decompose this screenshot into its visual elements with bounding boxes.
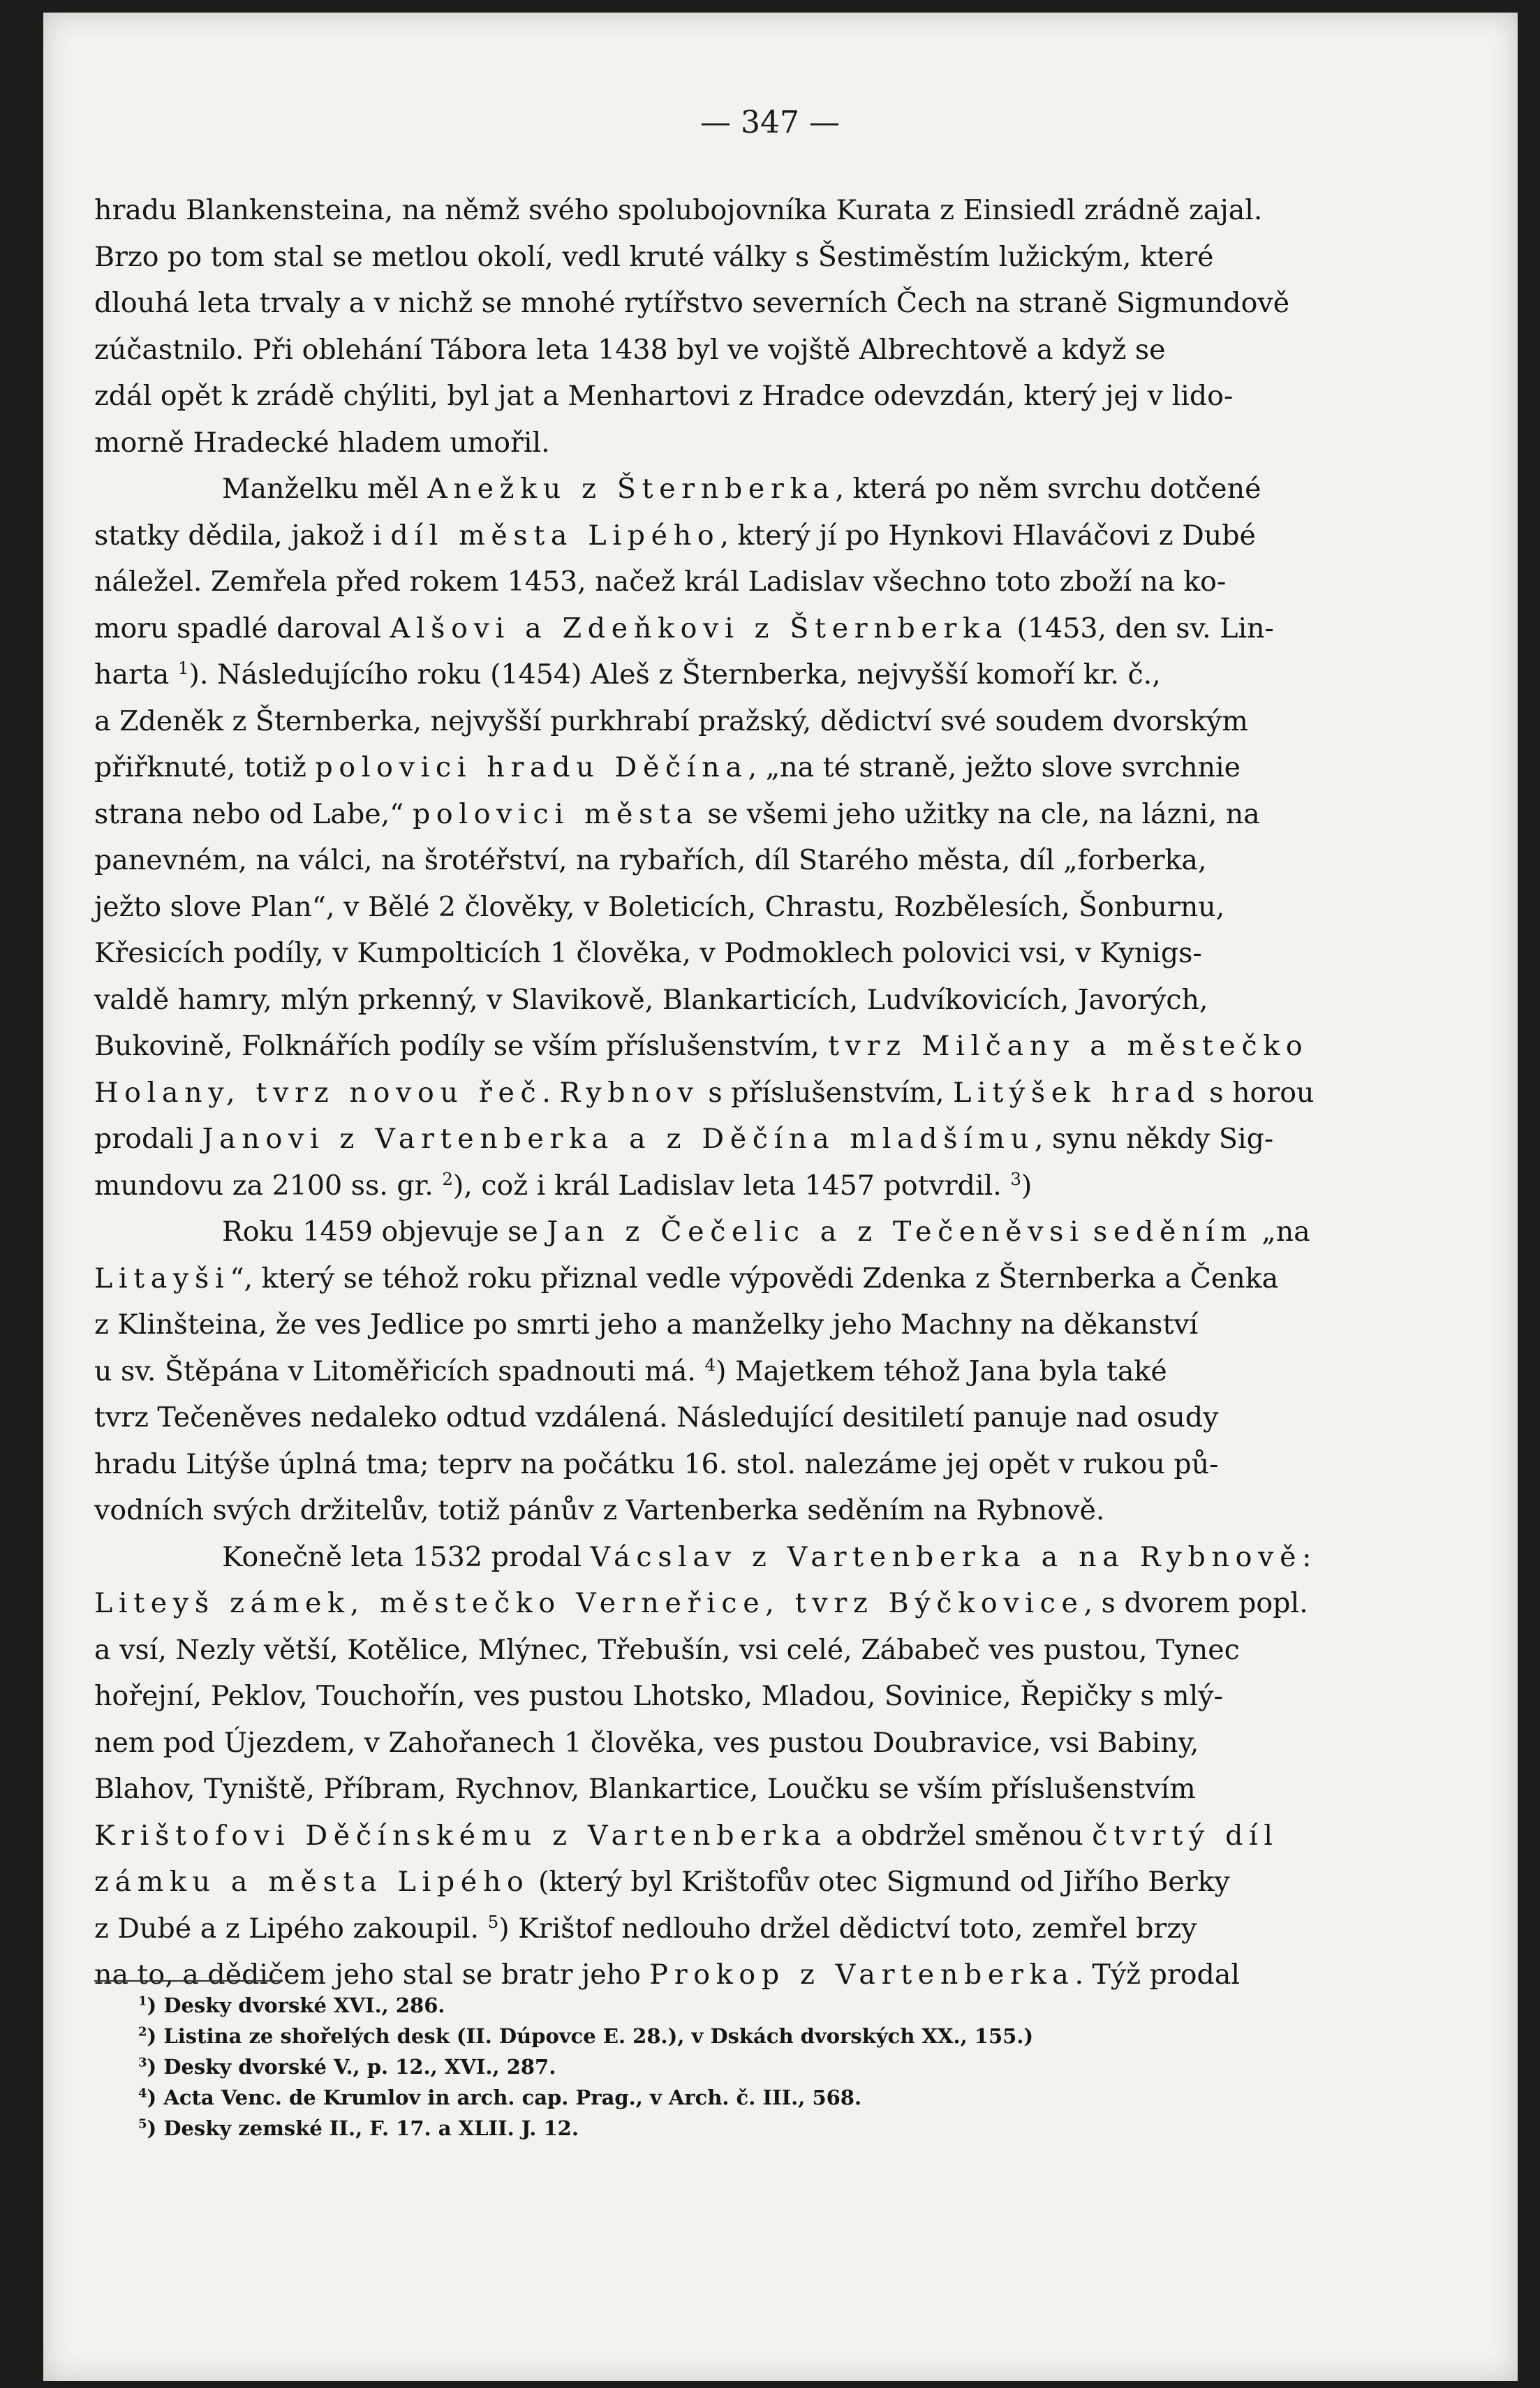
text-run: Křesicích podíly, v Kumpolticích 1 člověka, v Podmoklech polovici vsi, v Kynigs- — [94, 937, 1202, 969]
text-run: (1453, den sv. Lin- — [1007, 612, 1274, 644]
text-run: s horou — [1200, 1076, 1315, 1109]
footnote-ref: 3 — [1010, 1168, 1021, 1189]
text-run: tvrz Tečeněves nedaleko odtud vzdálená. Následující desitiletí panuje nad osudy — [94, 1401, 1219, 1433]
text-run: „na — [1252, 1216, 1310, 1248]
paragraph — [94, 187, 1372, 466]
text-run: Manželku měl — [222, 473, 428, 505]
text-run: , „na té straně, ježto slove svrchnie — [748, 751, 1241, 783]
footnote — [138, 2082, 1325, 2113]
footnote — [138, 2021, 1325, 2051]
text-run: , synu někdy Sig- — [1034, 1123, 1274, 1155]
spaced-name: Krištofovi Děčínskému z Vartenberka — [94, 1819, 827, 1852]
text-run: , s dvorem popl. — [1083, 1587, 1308, 1619]
footnote-text: ) Acta Venc. de Krumlov in arch. cap. Prag., v Arch. č. III., 568. — [147, 2086, 862, 2109]
text-run: Brzo po tom stal se metlou okolí, vedl kruté války s Šestiměstím lužickým, které — [94, 240, 1214, 273]
spaced-name: Anežku z Šternberka — [427, 473, 836, 505]
spaced-name: Jan z Čečelic a z Tečeněvsi — [547, 1216, 1085, 1248]
spaced-name: Janovi z Vartenberka a z Děčína mladšímu — [202, 1123, 1035, 1155]
text-run: z Klinšteina, že ves Jedlice po smrti jeho a manželky jeho Machny na děkanství — [94, 1309, 1199, 1341]
footnote-mark: 5 — [138, 2116, 147, 2132]
text-run: vodních svých držitelův, totiž pánův z Vartenberka seděním na Rybnově. — [94, 1494, 1105, 1526]
footnote-ref: 1 — [177, 657, 189, 678]
text-run: Bukovině, Folknářích podíly se vším příslušenstvím, — [94, 1030, 829, 1062]
text-run: náležel. Zemřela před rokem 1453, načež král Ladislav všechno toto zboží na ko- — [94, 566, 1227, 598]
paragraph — [94, 1534, 1372, 1998]
text-run: strana nebo od Labe,“ — [94, 797, 413, 830]
text-run: . — [542, 1076, 560, 1109]
text-run: , která po něm svrchu dotčené — [835, 473, 1261, 505]
text-run: moru spadlé daroval — [94, 612, 390, 644]
footnote-text: ) Desky zemské II., F. 17. a XLII. J. 12. — [147, 2116, 579, 2140]
text-run: panevném, na válci, na šrotéřství, na rybařích, díl Starého města, díl „forberka, — [94, 844, 1207, 876]
footnote-mark: 3 — [138, 2055, 147, 2070]
paragraph — [94, 466, 1372, 1209]
page-number: — 347 — — [700, 105, 840, 140]
text-run: a Zdeněk z Šternberka, nejvyšší purkhrabí pražský, dědictví své soudem dvorským — [94, 705, 1248, 737]
text-run: u sv. Štěpána v Litoměřicích spadnouti má. — [94, 1355, 705, 1387]
text-run: , který jí po Hynkovi Hlaváčovi z Dubé — [720, 519, 1256, 552]
text-run: statky dědila, jakož i — [94, 519, 391, 552]
text-run: ježto slove Plan“, v Bělé 2 člověky, v Boleticích, Chrastu, Rozbělesích, Šonburnu, — [94, 890, 1225, 923]
text-run — [1084, 1216, 1093, 1248]
text-run: zúčastnilo. Při oblehání Tábora leta 1438 byl ve vojště Albrechtově a když se — [94, 333, 1166, 366]
footnote-text: ) Listina ze shořelých desk (II. Dúpovce E. 28.), v Dskách dvorských XX., 155.) — [147, 2024, 1034, 2048]
text-run: na to, a dědičem jeho stal se bratr jeho — [94, 1959, 650, 1991]
spaced-name: Holany, tvrz novou řeč — [94, 1076, 542, 1109]
text-run: ) Krištof nedlouho držel dědictví toto, zemřel brzy — [498, 1912, 1197, 1945]
text-run: harta — [94, 658, 178, 691]
spaced-name: zámku a města Lipého — [94, 1866, 530, 1898]
text-run: s příslušenstvím, — [699, 1076, 954, 1109]
text-run: a obdržel směnou — [827, 1819, 1093, 1852]
spaced-name: Litayši — [94, 1262, 230, 1295]
footnote — [138, 1990, 1325, 2021]
footnote-mark: 1 — [138, 1993, 147, 2009]
footnote-mark: 4 — [138, 2086, 147, 2101]
spaced-name: Vácslav z Vartenberka a na Rybnově — [590, 1540, 1303, 1573]
footnote-ref: 5 — [487, 1911, 499, 1932]
spaced-name: seděním — [1093, 1216, 1253, 1248]
footnote-text: ) Desky dvorské XVI., 286. — [147, 1993, 445, 2017]
text-run: dlouhá leta trvaly a v nichž se mnohé rytířstvo severních Čech na straně Sigmundově — [94, 287, 1290, 319]
footnote-ref: 2 — [442, 1168, 453, 1189]
spaced-name: díl města Lipého — [390, 519, 720, 552]
text-run: zdál opět k zrádě chýliti, byl jat a Menhartovi z Hradce odevzdán, který jej v lido- — [94, 380, 1234, 412]
text-run: hořejní, Peklov, Touchořín, ves pustou Lhotsko, Mladou, Sovinice, Řepičky s mlý- — [94, 1680, 1223, 1712]
text-run: morně Hradecké hladem umořil. — [94, 426, 550, 459]
spaced-name: Alšovi a Zdeňkovi z Šternberka — [390, 612, 1008, 644]
text-run: hradu Litýše úplná tma; teprv na počátku 16. stol. nalezáme jej opět v rukou pů- — [94, 1447, 1219, 1480]
spaced-name: Litýšek hrad — [953, 1076, 1201, 1109]
spaced-name: Liteyš zámek, městečko Verneřice, tvrz Býčkovice — [94, 1587, 1084, 1619]
text-run: se všemi jeho užitky na cle, na lázni, na — [698, 797, 1260, 830]
spaced-name: čtvrtý díl — [1092, 1819, 1279, 1852]
footnote — [138, 2113, 1325, 2144]
text-run: valdě hamry, mlýn prkenný, v Slavikově, Blankarticích, Ludvíkovicích, Javorých, — [94, 983, 1208, 1016]
text-run: (který byl Krištofův otec Sigmund od Jiřího Berky — [529, 1866, 1230, 1898]
footnote-mark: 2 — [138, 2024, 147, 2040]
text-run: . Týž prodal — [1074, 1959, 1240, 1991]
footnote — [138, 2051, 1325, 2082]
footnote-rule — [94, 1980, 283, 1982]
text-run: prodali — [94, 1123, 202, 1155]
text-run: ) Majetkem téhož Jana byla také — [716, 1355, 1167, 1387]
text-run: ), což i král Ladislav leta 1457 potvrdil. — [452, 1169, 1011, 1202]
paragraph — [94, 1209, 1372, 1534]
text-run: : — [1302, 1540, 1312, 1573]
text-run: mundovu za 2100 ss. gr. — [94, 1169, 443, 1202]
footnote-ref: 4 — [704, 1354, 716, 1375]
spaced-name: tvrz Milčany a městečko — [828, 1030, 1309, 1062]
text-run: ). Následujícího roku (1454) Aleš z Šternberka, nejvyšší komoří kr. č., — [188, 658, 1161, 691]
spaced-name: Prokop z Vartenberka — [649, 1959, 1075, 1991]
spaced-name: polovici města — [412, 797, 699, 830]
text-run: Blahov, Tyniště, Příbram, Rychnov, Blankartice, Loučku se vším příslušenstvím — [94, 1773, 1196, 1805]
text-run: ) — [1021, 1169, 1032, 1202]
footnotes — [138, 1990, 1325, 2144]
text-run: hradu Blankensteina, na němž svého spolubojovníka Kurata z Einsiedl zrádně zajal. — [94, 194, 1263, 226]
text-run: Roku 1459 objevuje se — [222, 1216, 547, 1248]
text-run: Konečně leta 1532 prodal — [222, 1540, 591, 1573]
text-run: a vsí, Nezly větší, Kotělice, Mlýnec, Třebušín, vsi celé, Zábabeč ves pustou, Tynec — [94, 1633, 1240, 1666]
text-run: přiřknuté, totiž — [94, 751, 316, 783]
text-run: z Dubé a z Lipého zakoupil. — [94, 1912, 488, 1945]
text-run: “, který se téhož roku přiznal vedle výpovědi Zdenka z Šternberka a Čenka — [230, 1262, 1279, 1295]
spaced-name: polovici hradu Děčína — [315, 751, 748, 783]
spaced-name: Rybnov — [559, 1076, 699, 1109]
footnote-text: ) Desky dvorské V., p. 12., XVI., 287. — [147, 2055, 556, 2079]
body-text — [94, 187, 1372, 1998]
text-run: nem pod Újezdem, v Zahořanech 1 člověka, ves pustou Doubravice, vsi Babiny, — [94, 1726, 1199, 1759]
